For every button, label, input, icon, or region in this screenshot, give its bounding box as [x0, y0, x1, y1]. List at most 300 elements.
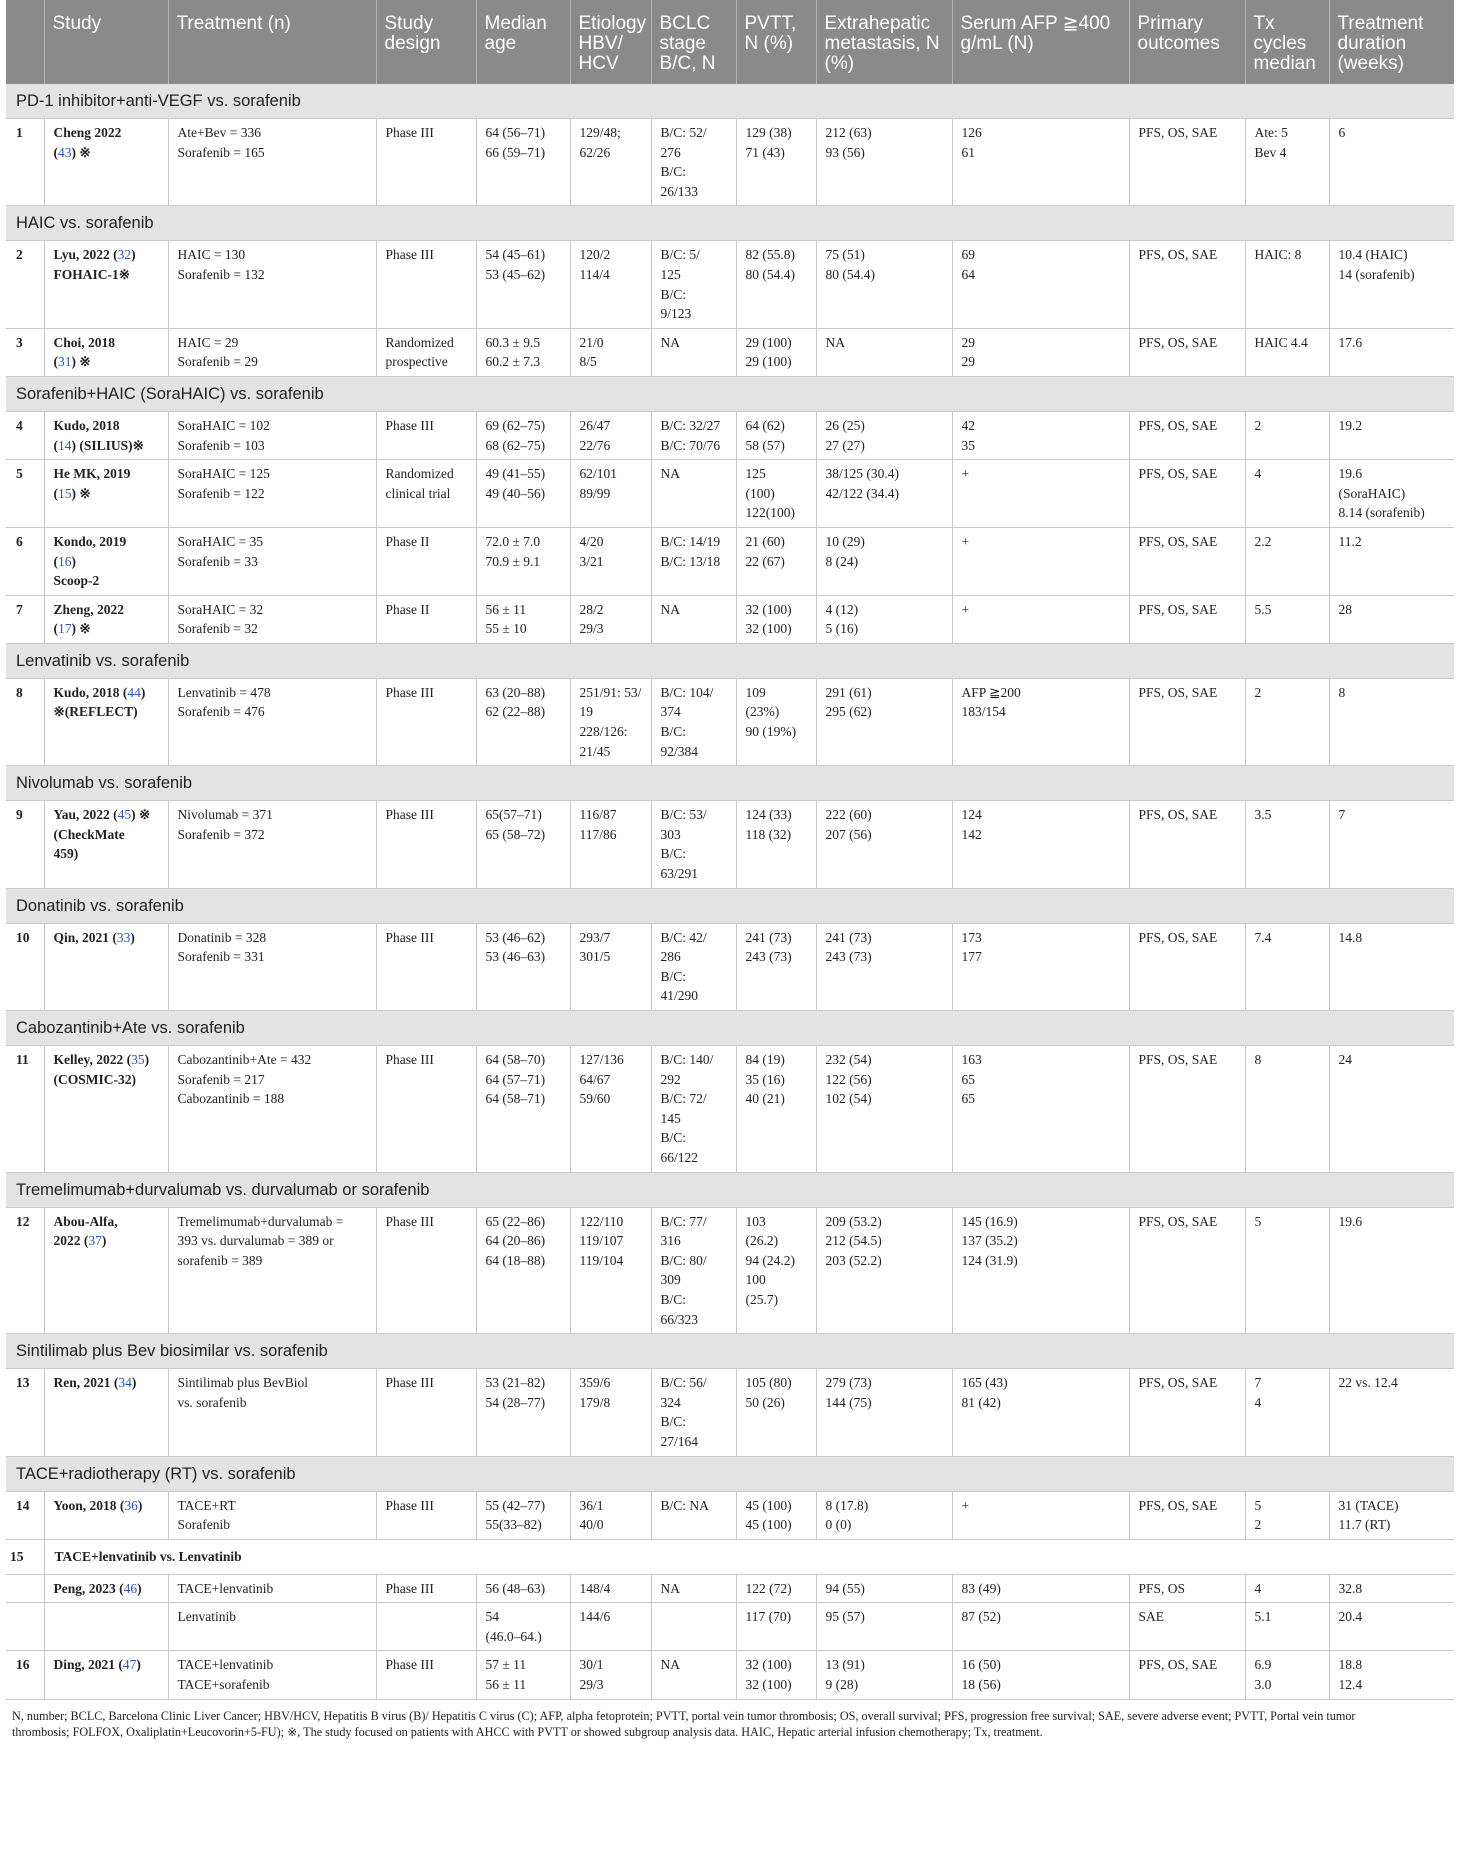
cell-line: Phase II	[385, 533, 430, 549]
study-text: ) ※	[131, 807, 151, 823]
cell-line: SoraHAIC = 32	[177, 601, 264, 617]
cell-bclc	[651, 1369, 736, 1456]
cell-line: PFS, OS, SAE	[1138, 247, 1218, 263]
cell-extra	[816, 1651, 952, 1699]
study-text: )	[140, 684, 146, 700]
cell-line: 45 (100)	[745, 1517, 792, 1533]
cell-line: B/C:	[660, 286, 687, 302]
cell-line: 64 (56–71)	[485, 125, 546, 140]
cell-line: PFS, OS, SAE	[1138, 1375, 1218, 1391]
study-text: ) ※	[71, 354, 91, 370]
study-text: (	[53, 437, 58, 453]
cell-etiology	[570, 1651, 651, 1699]
table-row	[6, 1491, 1454, 1539]
cell-line: Sorafenib = 103	[177, 437, 265, 453]
cell-pvtt	[736, 1491, 816, 1539]
cell-line: 29 (100)	[745, 354, 792, 370]
footnote-line: thrombosis; FOLFOX, Oxaliplatin+Leucovorin+5-FU); ※, The study focused on patients with AHCC with PVTT or showed subgroup analysis data. HAIC, Hepatic arterial infusion chemotherapy; Tx, treatment.	[12, 1724, 1043, 1739]
cell-line: 80 (54.4)	[825, 266, 875, 282]
cell-line: 68 (62–75)	[485, 437, 546, 453]
cell-duration	[1329, 241, 1454, 328]
cell-line: Sintilimab plus BevBiol	[177, 1375, 309, 1391]
cell-line: 4/20	[579, 533, 604, 549]
cell-line: 57 ± 11	[485, 1657, 527, 1673]
study-text: )	[130, 929, 135, 945]
cell-line: +	[961, 533, 970, 549]
cell-line: B/C:	[660, 1291, 687, 1307]
cell-line: 65(57–71)	[485, 807, 542, 823]
cell-line: 18 (56)	[961, 1677, 1001, 1693]
cell-line: B/C: 52/	[660, 125, 707, 140]
reference-link[interactable]: 33	[116, 929, 131, 945]
cell-line: 61	[961, 144, 975, 160]
cell-design	[376, 1369, 476, 1456]
cell-afp	[952, 1491, 1129, 1539]
study-line	[54, 844, 161, 864]
section-title: Cabozantinib+Ate vs. sorafenib	[6, 1011, 1454, 1046]
table-row	[6, 678, 1454, 765]
study-text: Choi, 2018	[53, 334, 116, 350]
study-text: (	[53, 354, 58, 370]
table-row	[6, 1207, 1454, 1334]
cell-design	[376, 1491, 476, 1539]
header-pvtt: PVTT, N (%)	[736, 0, 816, 84]
cell-line: 301/5	[579, 949, 611, 965]
reference-link[interactable]: 44	[127, 684, 141, 700]
cell-extra	[816, 1491, 952, 1539]
cell-study	[44, 1574, 168, 1603]
cell-bclc	[651, 1207, 736, 1334]
cell-line: 8	[1254, 1052, 1262, 1067]
cell-age	[476, 1369, 570, 1456]
cell-line: 29/3	[579, 621, 604, 637]
cell-line: 53 (46–62)	[485, 929, 546, 945]
cell-afp	[952, 241, 1129, 328]
cell-treatment	[168, 1207, 376, 1334]
cell-age	[476, 595, 570, 643]
study-text: Peng, 2023 (	[53, 1580, 124, 1596]
cell-line: NA	[660, 1657, 680, 1673]
study-text: Cheng 2022	[53, 125, 122, 140]
cell-line: Bev 4	[1254, 144, 1287, 160]
cell-duration	[1329, 678, 1454, 765]
cell-etiology	[570, 678, 651, 765]
cell-line: 64 (20–86)	[485, 1233, 546, 1249]
cell-line: SoraHAIC = 125	[177, 466, 270, 482]
cell-line: (46.0–64.)	[485, 1628, 542, 1644]
cell-line: 56 (48–63)	[485, 1580, 546, 1596]
cell-line: 36/1	[579, 1497, 604, 1513]
cell-afp	[952, 119, 1129, 206]
cell-bclc	[651, 1603, 736, 1651]
cell-line: 7	[1338, 807, 1346, 823]
cell-treatment	[168, 241, 376, 328]
cell-line: B/C:	[660, 846, 687, 862]
study-line	[54, 552, 161, 572]
cell-study	[44, 1603, 168, 1651]
cell-design	[376, 1207, 476, 1334]
study-text: (	[53, 144, 58, 160]
cell-line: 12.4	[1338, 1677, 1363, 1693]
study-text: )	[137, 1497, 143, 1513]
cell-line: B/C: 72/	[660, 1091, 707, 1107]
cell-line: 18.8	[1338, 1657, 1363, 1673]
section-row	[6, 206, 1454, 241]
cell-line: 212 (63)	[825, 125, 872, 140]
cell-line: 243 (73)	[825, 949, 872, 965]
cell-afp	[952, 328, 1129, 376]
section-row	[6, 1539, 1454, 1574]
reference-link[interactable]: 32	[117, 247, 132, 263]
study-line	[54, 352, 161, 372]
cell-line: 16 (50)	[961, 1657, 1001, 1673]
cell-line: 38/125 (30.4)	[825, 466, 899, 482]
cell-duration	[1329, 460, 1454, 528]
cell-line: 42/122 (34.4)	[825, 485, 899, 501]
cell-study	[44, 1207, 168, 1334]
cell-etiology	[570, 1207, 651, 1334]
section-title: TACE+radiotherapy (RT) vs. sorafenib	[6, 1456, 1454, 1491]
reference-link[interactable]: 45	[117, 807, 132, 823]
study-text: He MK, 2019	[53, 466, 131, 482]
study-line	[54, 1496, 161, 1516]
cell-line: 4 (12)	[825, 601, 859, 617]
cell-line: NA	[660, 601, 680, 617]
reference-link[interactable]: 17	[58, 621, 72, 637]
study-line	[54, 1070, 161, 1090]
cell-line: Tremelimumab+durvalumab =	[177, 1213, 344, 1229]
cell-line: PFS, OS, SAE	[1138, 1657, 1218, 1673]
cell-etiology	[570, 923, 651, 1010]
table-body	[6, 84, 1454, 1699]
cell-age	[476, 923, 570, 1010]
cell-line: 75 (51)	[825, 247, 865, 263]
table-row	[6, 527, 1454, 595]
reference-link[interactable]: 14	[58, 437, 72, 453]
cell-line: 105 (80)	[745, 1375, 792, 1391]
cell-afp	[952, 1574, 1129, 1603]
cell-duration	[1329, 595, 1454, 643]
cell-design	[376, 678, 476, 765]
cell-duration	[1329, 923, 1454, 1010]
cell-line: 309	[660, 1272, 681, 1288]
cell-line: 40/0	[579, 1517, 604, 1533]
cell-line: 93 (56)	[825, 144, 865, 160]
cell-line: vs. sorafenib	[177, 1394, 247, 1410]
cell-line: 81 (42)	[961, 1394, 1001, 1410]
reference-link[interactable]: 15	[58, 485, 72, 501]
reference-link[interactable]: 43	[58, 144, 72, 160]
cell-line: B/C: 56/	[660, 1375, 707, 1391]
cell-num: 13	[6, 1369, 44, 1456]
cell-study	[44, 119, 168, 206]
cell-outcomes	[1129, 328, 1245, 376]
reference-link[interactable]: 16	[58, 553, 72, 569]
cell-line: 119/104	[579, 1252, 624, 1268]
cell-bclc	[651, 119, 736, 206]
cell-treatment	[168, 595, 376, 643]
study-line	[54, 333, 161, 353]
cell-line: 241 (73)	[825, 929, 872, 945]
cell-line: 65 (58–72)	[485, 826, 546, 842]
cell-line: 72.0 ± 7.0	[485, 533, 541, 549]
cell-line: 359/6	[579, 1375, 611, 1391]
cell-line: AFP ≧200	[961, 684, 1021, 700]
section-row	[6, 766, 1454, 801]
cell-design	[376, 1651, 476, 1699]
study-line	[54, 702, 161, 722]
study-line	[54, 619, 161, 639]
cell-line: 49 (41–55)	[485, 466, 546, 482]
cell-num: 3	[6, 328, 44, 376]
table-row	[6, 595, 1454, 643]
cell-line: 100	[745, 1272, 766, 1288]
cell-line: +	[961, 601, 970, 617]
cell-line: Sorafenib = 165	[177, 144, 265, 160]
cell-line: 28/2	[579, 601, 604, 617]
study-text: Ding, 2021 (	[53, 1657, 123, 1673]
cell-bclc	[651, 595, 736, 643]
cell-line: PFS, OS, SAE	[1138, 1497, 1218, 1513]
cell-age	[476, 1651, 570, 1699]
cell-line: B/C: 80/	[660, 1252, 707, 1268]
table-row	[6, 411, 1454, 459]
cell-treatment	[168, 119, 376, 206]
cell-line: 69 (62–75)	[485, 417, 546, 433]
cell-line: B/C:	[660, 724, 687, 740]
cell-line: 22 vs. 12.4	[1338, 1375, 1398, 1391]
section-row	[6, 1334, 1454, 1369]
cell-line: TACE+lenvatinib	[177, 1580, 274, 1596]
reference-link[interactable]: 36	[124, 1497, 138, 1513]
reference-link[interactable]: 34	[118, 1375, 132, 1391]
table-row	[6, 328, 1454, 376]
cell-line: PFS, OS, SAE	[1138, 533, 1218, 549]
cell-cycles	[1245, 1651, 1329, 1699]
cell-line: sorafenib = 389	[177, 1252, 263, 1268]
study-line	[54, 436, 161, 456]
cell-study	[44, 1046, 168, 1173]
section-title: Nivolumab vs. sorafenib	[6, 766, 1454, 801]
cell-line: 19.6	[1338, 466, 1363, 482]
table-row	[6, 1603, 1454, 1651]
study-text: Kelley, 2022 (	[53, 1052, 132, 1067]
cell-line: 8	[1338, 684, 1346, 700]
cell-afp	[952, 460, 1129, 528]
cell-duration	[1329, 1574, 1454, 1603]
cell-line: 54 (45–61)	[485, 247, 546, 263]
cell-age	[476, 801, 570, 888]
table-row	[6, 241, 1454, 328]
cell-etiology	[570, 460, 651, 528]
cell-bclc	[651, 411, 736, 459]
cell-treatment	[168, 328, 376, 376]
cell-line: 179/8	[579, 1394, 611, 1410]
cell-afp	[952, 1651, 1129, 1699]
header-age: Median age	[476, 0, 570, 84]
header-design: Study design	[376, 0, 476, 84]
cell-extra	[816, 1574, 952, 1603]
cell-design	[376, 1574, 476, 1603]
cell-num: 9	[6, 801, 44, 888]
cell-treatment	[168, 923, 376, 1010]
cell-line: NA	[660, 466, 680, 482]
cell-line: 8 (17.8)	[825, 1497, 869, 1513]
cell-treatment	[168, 411, 376, 459]
cell-line: B/C: 70/76	[660, 437, 721, 453]
cell-line: 66 (59–71)	[485, 144, 546, 160]
section-row	[6, 1172, 1454, 1207]
cell-line: B/C:	[660, 1130, 687, 1146]
cell-line: Phase III	[385, 125, 434, 140]
cell-extra	[816, 801, 952, 888]
cell-line: PFS, OS, SAE	[1138, 1213, 1218, 1229]
cell-line: 0 (0)	[825, 1517, 852, 1533]
cell-line: 66/323	[660, 1311, 699, 1327]
study-line	[54, 600, 161, 620]
cell-line: 316	[660, 1233, 681, 1249]
cell-line: Phase III	[385, 417, 434, 433]
cell-line: 6.9	[1254, 1657, 1272, 1673]
cell-line: 26/133	[660, 183, 699, 199]
study-line	[54, 123, 161, 143]
cell-num: 5	[6, 460, 44, 528]
cell-line: 212 (54.5)	[825, 1233, 882, 1249]
cell-afp	[952, 527, 1129, 595]
section-row	[6, 643, 1454, 678]
cell-line: TACE+RT	[177, 1497, 236, 1513]
header-row	[6, 0, 1454, 84]
cell-cycles	[1245, 678, 1329, 765]
cell-line: B/C: 14/19	[660, 533, 721, 549]
cell-line: 59/60	[579, 1091, 611, 1107]
cell-bclc	[651, 241, 736, 328]
study-line	[54, 1212, 161, 1232]
cell-line: 114/4	[579, 266, 610, 282]
cell-outcomes	[1129, 460, 1245, 528]
cell-line: +	[961, 466, 970, 482]
cell-line: 60.2 ± 7.3	[485, 354, 541, 370]
cell-cycles	[1245, 241, 1329, 328]
cell-line: 26/47	[579, 417, 611, 433]
section-row	[6, 1011, 1454, 1046]
study-comparison-table	[6, 0, 1454, 1700]
cell-line: 243 (73)	[745, 949, 792, 965]
cell-line: 32.8	[1338, 1580, 1363, 1596]
cell-line: 4	[1254, 1580, 1262, 1596]
section-number: 15	[6, 1539, 44, 1574]
cell-duration	[1329, 1207, 1454, 1334]
cell-line: 64	[961, 266, 975, 282]
reference-link[interactable]: 46	[123, 1580, 138, 1596]
cell-line: 102 (54)	[825, 1091, 872, 1107]
cell-line: 64 (58–71)	[485, 1091, 546, 1107]
cell-line: 129 (38)	[745, 125, 792, 140]
cell-line: Phase III	[385, 247, 434, 263]
study-text: FOHAIC-1※	[53, 266, 131, 282]
study-text: ) (SILIUS)※	[71, 437, 144, 453]
cell-line: 31 (TACE)	[1338, 1497, 1399, 1513]
cell-line: 203 (52.2)	[825, 1252, 882, 1268]
cell-line: 32 (100)	[745, 621, 792, 637]
cell-pvtt	[736, 119, 816, 206]
cell-line: Sorafenib = 33	[177, 553, 258, 569]
reference-link[interactable]: 35	[131, 1052, 145, 1067]
cell-duration	[1329, 1369, 1454, 1456]
cell-age	[476, 241, 570, 328]
cell-extra	[816, 411, 952, 459]
cell-pvtt	[736, 801, 816, 888]
cell-study	[44, 1651, 168, 1699]
cell-line: B/C: 104/	[660, 684, 714, 700]
cell-line: 19.6	[1338, 1213, 1363, 1229]
cell-extra	[816, 527, 952, 595]
cell-line: 64 (57–71)	[485, 1071, 546, 1087]
cell-age	[476, 411, 570, 459]
cell-outcomes	[1129, 1574, 1245, 1603]
cell-line: 32 (100)	[745, 1657, 792, 1673]
study-line	[54, 245, 161, 265]
cell-line: Sorafenib = 32	[177, 621, 258, 637]
cell-line: TACE+sorafenib	[177, 1677, 270, 1693]
cell-extra	[816, 923, 952, 1010]
reference-link[interactable]: 37	[88, 1233, 102, 1249]
cell-line: PFS, OS	[1138, 1580, 1186, 1596]
study-text: ) ※	[71, 485, 91, 501]
cell-treatment	[168, 1046, 376, 1173]
cell-outcomes	[1129, 1603, 1245, 1651]
cell-bclc	[651, 1651, 736, 1699]
cell-extra	[816, 678, 952, 765]
cell-line: 64 (58–70)	[485, 1052, 546, 1067]
reference-link[interactable]: 31	[58, 354, 72, 370]
study-text: 2022 (	[53, 1233, 89, 1249]
cell-line: NA	[825, 334, 845, 350]
study-text: )	[136, 1657, 141, 1673]
cell-line: 35 (16)	[745, 1071, 785, 1087]
study-text: Kudo, 2018	[53, 417, 120, 433]
cell-line: 177	[961, 949, 982, 965]
reference-link[interactable]: 47	[122, 1657, 137, 1673]
cell-extra	[816, 1369, 952, 1456]
study-text: )	[101, 1233, 107, 1249]
study-text: Ren, 2021 (	[53, 1375, 119, 1391]
cell-age	[476, 1207, 570, 1334]
cell-line: 65	[961, 1091, 975, 1107]
study-line	[54, 1373, 161, 1393]
cell-cycles	[1245, 328, 1329, 376]
cell-line: 19.2	[1338, 417, 1363, 433]
cell-duration	[1329, 1651, 1454, 1699]
cell-line: 70.9 ± 9.1	[485, 553, 541, 569]
cell-pvtt	[736, 328, 816, 376]
cell-line: 83 (49)	[961, 1580, 1001, 1596]
cell-extra	[816, 1207, 952, 1334]
cell-study	[44, 328, 168, 376]
cell-line: 4	[1254, 1394, 1262, 1410]
cell-etiology	[570, 411, 651, 459]
cell-outcomes	[1129, 1046, 1245, 1173]
cell-line: 122(100)	[745, 505, 795, 521]
study-line	[54, 805, 161, 825]
cell-line: Phase III	[385, 1657, 434, 1673]
cell-treatment	[168, 527, 376, 595]
cell-line: clinical trial	[385, 485, 451, 501]
cell-cycles	[1245, 595, 1329, 643]
study-text: ) ※	[71, 621, 91, 637]
cell-afp	[952, 1046, 1129, 1173]
cell-duration	[1329, 411, 1454, 459]
